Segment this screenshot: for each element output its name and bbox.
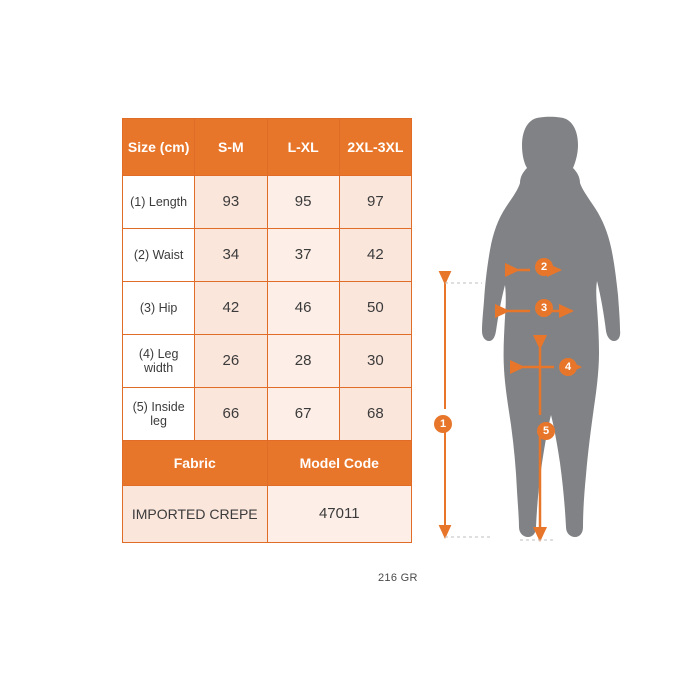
cell-hip-2xl3xl: 50 <box>339 282 411 335</box>
marker-badge-4: 4 <box>559 358 577 376</box>
header-col-2: 2XL-3XL <box>339 119 411 176</box>
cell-waist-2xl3xl: 42 <box>339 229 411 282</box>
cell-length-lxl: 95 <box>267 176 339 229</box>
row-label-length: (1) Length <box>123 176 195 229</box>
cell-insideleg-2xl3xl: 68 <box>339 388 411 441</box>
cell-hip-lxl: 46 <box>267 282 339 335</box>
cell-legwidth-lxl: 28 <box>267 335 339 388</box>
row-label-inside-leg: (5) Inside leg <box>123 388 195 441</box>
table-row <box>123 229 412 282</box>
header-col-1: L-XL <box>267 119 339 176</box>
cell-hip-sm: 42 <box>195 282 267 335</box>
cell-legwidth-2xl3xl: 30 <box>339 335 411 388</box>
footer-value-fabric: IMPORTED CREPE <box>123 486 268 543</box>
marker-badge-3: 3 <box>535 299 553 317</box>
table-row <box>123 388 412 441</box>
cell-waist-sm: 34 <box>195 229 267 282</box>
footer-header-model-code: Model Code <box>267 441 412 486</box>
fabric-weight-note: 216 GR <box>378 572 418 584</box>
footer-header-fabric: Fabric <box>123 441 268 486</box>
table-row <box>123 282 412 335</box>
row-label-waist: (2) Waist <box>123 229 195 282</box>
table-footer-header-row <box>123 441 412 486</box>
marker-badge-1: 1 <box>434 415 452 433</box>
table-row <box>123 335 412 388</box>
row-label-hip: (3) Hip <box>123 282 195 335</box>
header-col-0: S-M <box>195 119 267 176</box>
model-figure-diagram <box>430 95 680 575</box>
marker-badge-2: 2 <box>535 258 553 276</box>
table-row <box>123 176 412 229</box>
cell-waist-lxl: 37 <box>267 229 339 282</box>
header-size-label: Size (cm) <box>123 119 195 176</box>
cell-length-2xl3xl: 97 <box>339 176 411 229</box>
female-silhouette-icon <box>482 117 620 537</box>
footer-value-model-code: 47011 <box>267 486 412 543</box>
marker-badge-5: 5 <box>537 422 555 440</box>
cell-insideleg-lxl: 67 <box>267 388 339 441</box>
cell-legwidth-sm: 26 <box>195 335 267 388</box>
table-footer-value-row <box>123 486 412 543</box>
cell-insideleg-sm: 66 <box>195 388 267 441</box>
table-header-row <box>123 119 412 176</box>
size-chart-table <box>122 118 412 543</box>
cell-length-sm: 93 <box>195 176 267 229</box>
row-label-leg-width: (4) Leg width <box>123 335 195 388</box>
